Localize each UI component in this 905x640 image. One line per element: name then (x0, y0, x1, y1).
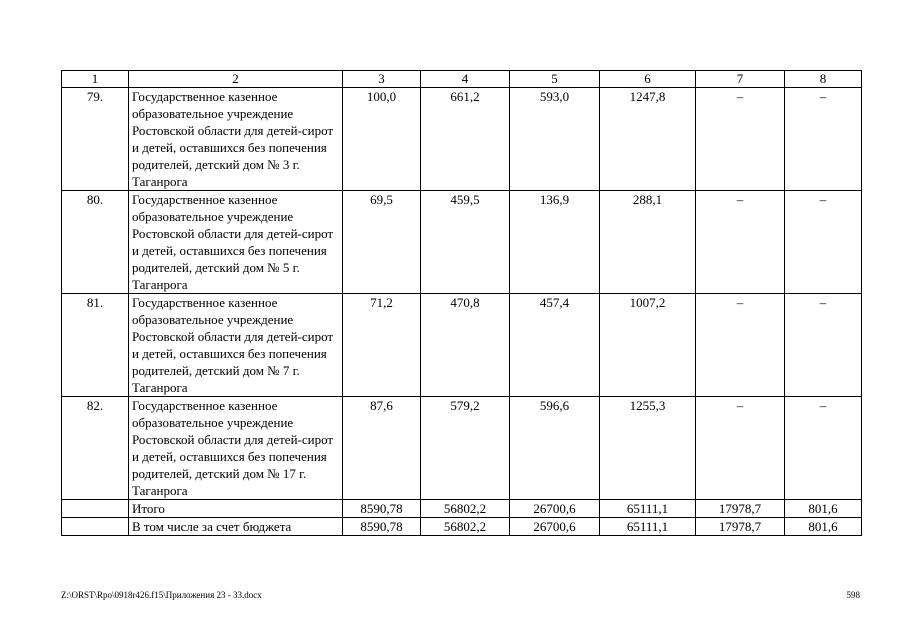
institution-name: Государственное казенное образовательное учреждение Ростовской области для детей-сирот и детей, оставшихся без попечения родителей, детский дом № 17 г. Таганрога (129, 397, 343, 500)
allocation-table (61, 70, 862, 536)
column-header-6: 6 (600, 71, 696, 88)
institution-name: Государственное казенное образовательное учреждение Ростовской области для детей-сирот и детей, оставшихся без попечения родителей, детский дом № 7 г. Таганрога (129, 294, 343, 397)
total-label: Итого (129, 500, 343, 518)
column-header-5: 5 (510, 71, 600, 88)
table-row (62, 88, 862, 191)
budget-col3: 8590,78 (343, 518, 421, 536)
total-col7: 17978,7 (696, 500, 785, 518)
cell-col8: – (785, 191, 862, 294)
row-number: 82. (62, 397, 129, 500)
cell-col5: 457,4 (510, 294, 600, 397)
cell-col3: 71,2 (343, 294, 421, 397)
budget-col8: 801,6 (785, 518, 862, 536)
column-header-7: 7 (696, 71, 785, 88)
institution-name: Государственное казенное образовательное учреждение Ростовской области для детей-сирот и детей, оставшихся без попечения родителей, детский дом № 5 г. Таганрога (129, 191, 343, 294)
cell-col6: 1007,2 (600, 294, 696, 397)
cell-col6: 1255,3 (600, 397, 696, 500)
total-col3: 8590,78 (343, 500, 421, 518)
column-header-2: 2 (129, 71, 343, 88)
cell-col8: – (785, 294, 862, 397)
empty-cell (62, 500, 129, 518)
column-header-4: 4 (421, 71, 510, 88)
budget-col4: 56802,2 (421, 518, 510, 536)
page-number: 598 (846, 590, 860, 600)
cell-col7: – (696, 191, 785, 294)
cell-col7: – (696, 397, 785, 500)
budget-col7: 17978,7 (696, 518, 785, 536)
column-header-1: 1 (62, 71, 129, 88)
cell-col8: – (785, 88, 862, 191)
cell-col3: 100,0 (343, 88, 421, 191)
cell-col5: 136,9 (510, 191, 600, 294)
table-row (62, 397, 862, 500)
row-number: 80. (62, 191, 129, 294)
cell-col5: 596,6 (510, 397, 600, 500)
cell-col7: – (696, 88, 785, 191)
total-col4: 56802,2 (421, 500, 510, 518)
budget-label: В том числе за счет бюджета (129, 518, 343, 536)
column-header-8: 8 (785, 71, 862, 88)
column-header-3: 3 (343, 71, 421, 88)
header-row (62, 71, 862, 88)
cell-col6: 288,1 (600, 191, 696, 294)
institution-name: Государственное казенное образовательное учреждение Ростовской области для детей-сирот и детей, оставшихся без попечения родителей, детский дом № 3 г. Таганрога (129, 88, 343, 191)
budget-col5: 26700,6 (510, 518, 600, 536)
footer-file-path: Z:\ORST\Rpo\0918r426.f15\Приложения 23 - 33.docx (61, 590, 262, 600)
cell-col8: – (785, 397, 862, 500)
cell-col5: 593,0 (510, 88, 600, 191)
empty-cell (62, 518, 129, 536)
total-col6: 65111,1 (600, 500, 696, 518)
row-number: 81. (62, 294, 129, 397)
budget-col6: 65111,1 (600, 518, 696, 536)
cell-col6: 1247,8 (600, 88, 696, 191)
cell-col4: 470,8 (421, 294, 510, 397)
table-row (62, 294, 862, 397)
budget-row (62, 518, 862, 536)
total-col8: 801,6 (785, 500, 862, 518)
table-row (62, 191, 862, 294)
cell-col4: 579,2 (421, 397, 510, 500)
cell-col4: 459,5 (421, 191, 510, 294)
cell-col3: 87,6 (343, 397, 421, 500)
row-number: 79. (62, 88, 129, 191)
cell-col4: 661,2 (421, 88, 510, 191)
cell-col7: – (696, 294, 785, 397)
cell-col3: 69,5 (343, 191, 421, 294)
total-row (62, 500, 862, 518)
total-col5: 26700,6 (510, 500, 600, 518)
